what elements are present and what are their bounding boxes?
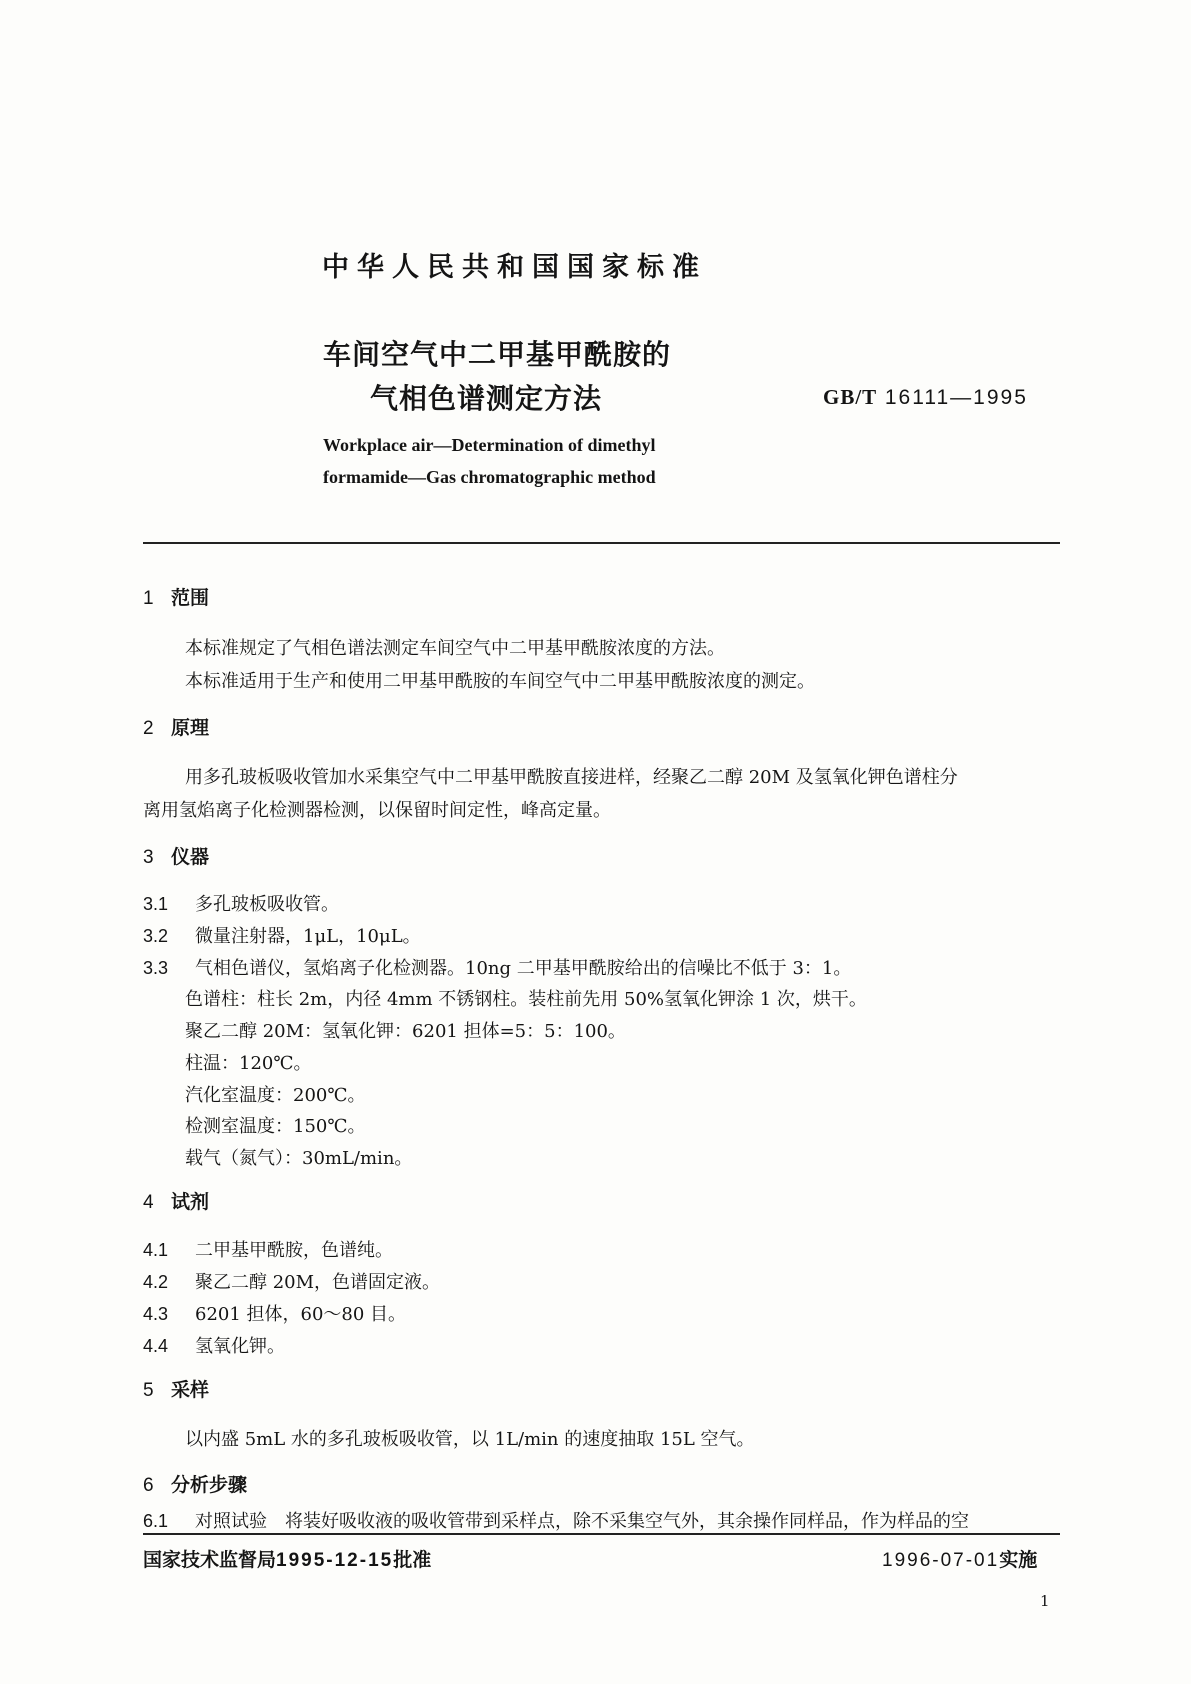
reagent-item-4-1: 4.1 二甲基甲酰胺，色谱纯。 (143, 1240, 393, 1261)
apparatus-item-3-3: 3.3 气相色谱仪，氢焰离子化检测器。10ng 二甲基甲酰胺给出的信噪比不低于 3：1。 (143, 958, 852, 979)
apparatus-stationary-ratio: 聚乙二醇 20M：氢氧化钾：6201 担体=5：5：100。 (185, 1021, 626, 1042)
apparatus-detector-temp: 检测室温度：150℃。 (185, 1116, 366, 1137)
effective-date: 1996-07-01 (882, 1550, 1000, 1571)
english-title-line2: formamide—Gas chromatographic method (323, 467, 656, 487)
section-heading-analysis-steps: 6 分析步骤 (143, 1474, 248, 1496)
reagent-item-4-4: 4.4 氢氧化钾。 (143, 1336, 285, 1357)
section-heading-principle: 2 原理 (143, 717, 210, 739)
apparatus-vaporizer-temp: 汽化室温度：200℃。 (185, 1085, 366, 1106)
principle-paragraph-line1: 用多孔玻板吸收管加水采集空气中二甲基甲酰胺直接进样，经聚乙二醇 20M 及氢氧化钾色谱柱分 (185, 767, 958, 788)
apparatus-column-spec: 色谱柱：柱长 2m，内径 4mm 不锈钢柱。装柱前先用 50%氢氧化钾涂 1 次，烘干。 (185, 989, 867, 1010)
scope-paragraph-1: 本标准规定了气相色谱法测定车间空气中二甲基甲酰胺浓度的方法。 (185, 638, 725, 659)
analysis-item-6-1: 6.1 对照试验 将装好吸收液的吸收管带到采样点，除不采集空气外，其余操作同样品，作为样品的空 (143, 1511, 969, 1532)
english-title-line1: Workplace air—Determination of dimethyl (323, 435, 656, 455)
document-title-line2: 气相色谱测定方法 (370, 382, 603, 415)
principle-paragraph-line2: 离用氢焰离子化检测器检测，以保留时间定性，峰高定量。 (143, 800, 611, 821)
apparatus-item-3-2: 3.2 微量注射器，1μL，10μL。 (143, 926, 421, 947)
standard-code-prefix: GB/T (823, 385, 878, 409)
standard-code (823, 385, 1028, 410)
national-standard-title: 中华人民共和国国家标准 (322, 252, 707, 283)
scope-paragraph-2: 本标准适用于生产和使用二甲基甲酰胺的车间空气中二甲基甲酰胺浓度的测定。 (185, 671, 815, 692)
sampling-paragraph: 以内盛 5mL 水的多孔玻板吸收管，以 1L/min 的速度抽取 15L 空气。 (185, 1429, 755, 1450)
apparatus-carrier-gas: 载气（氮气）：30mL/min。 (185, 1148, 413, 1169)
section-heading-scope: 1 范围 (143, 587, 210, 609)
approval-line: 国家技术监督局1995-12-15批准 (143, 1549, 432, 1571)
section-heading-reagents: 4 试剂 (143, 1191, 210, 1213)
apparatus-column-temp: 柱温：120℃。 (185, 1053, 312, 1074)
reagent-item-4-3: 4.3 6201 担体，60～80 目。 (143, 1304, 407, 1325)
section-heading-sampling: 5 采样 (143, 1379, 210, 1401)
apparatus-item-3-1: 3.1 多孔玻板吸收管。 (143, 894, 339, 915)
approval-date: 1995-12-15 (276, 1550, 394, 1571)
page-number: 1 (1040, 1592, 1050, 1610)
section-heading-apparatus: 3 仪器 (143, 846, 210, 868)
header-divider (143, 542, 1060, 544)
document-title-line1: 车间空气中二甲基甲酰胺的 (323, 338, 672, 371)
reagent-item-4-2: 4.2 聚乙二醇 20M，色谱固定液。 (143, 1272, 441, 1293)
standard-code-number: 16111—1995 (884, 386, 1028, 409)
footer-divider (143, 1533, 1060, 1535)
effective-line: 1996-07-01实施 (882, 1549, 1038, 1571)
